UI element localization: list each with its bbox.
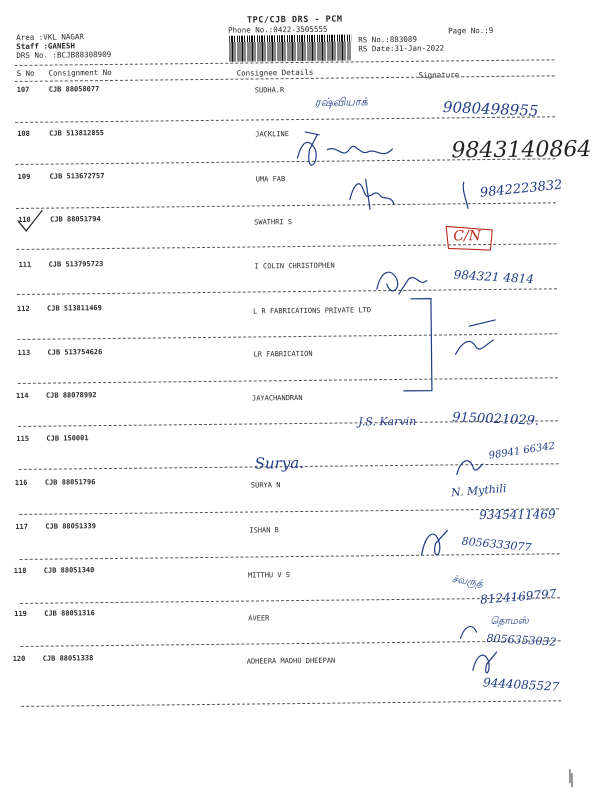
row-divider — [21, 640, 561, 647]
drs-number: DRS No. :BCJB88308909 — [16, 49, 112, 60]
column-signature: Signature — [418, 70, 460, 80]
row-sno: 118 — [13, 566, 27, 576]
page-number: Page No.:9 — [448, 25, 494, 36]
column-consignee: Consignee Details — [236, 67, 314, 78]
phone-number: Phone No.:0422-3505555 — [228, 24, 328, 35]
handwritten-name: ரஷ்வியாக் — [314, 95, 368, 109]
row-consignee: LR FABRICATION — [253, 349, 313, 359]
row-consignee: JACKLINE — [255, 130, 289, 139]
row-consignee: JAYACHANDRAN — [251, 393, 303, 403]
sheet-title: TPC/CJB DRS - PCM — [246, 14, 343, 26]
tick-mark-109 — [463, 182, 468, 208]
row-consignee: I COLIN CHRISTOPHEN — [254, 261, 335, 271]
handwritten-name: J.S. Karvin — [358, 414, 417, 429]
row-sno: 110 — [18, 215, 31, 224]
row-divider — [16, 243, 556, 250]
rs-number: RS No.:883089 — [358, 34, 417, 45]
column-sno: S No — [16, 68, 35, 78]
row-sno: 115 — [16, 434, 30, 443]
signature-113 — [455, 320, 495, 354]
row-sno: 119 — [14, 609, 27, 619]
handwritten-name: N. Mythili — [450, 481, 507, 500]
handwritten-name: Surya. — [254, 453, 305, 473]
handwritten-name: ச்வருத் — [451, 573, 484, 590]
row-consignment: CJB 513672757 — [49, 172, 105, 181]
row-sno: 117 — [15, 522, 29, 531]
row-consignment: CJB 88051340 — [43, 566, 95, 575]
handwritten-phone: 8056333077 — [461, 534, 532, 555]
row-consignee: SURYA N — [250, 481, 281, 490]
handwritten-phone: 9150021029. — [451, 410, 540, 429]
signature-116 — [457, 461, 483, 475]
column-consignment: Consignment No — [48, 67, 112, 78]
row-consignment: CJB 150001 — [46, 434, 89, 443]
row-divider — [17, 288, 557, 295]
area-label: Area :VKL NAGAR — [16, 32, 84, 42]
handwritten-phone: 9444085527 — [482, 675, 560, 694]
row-consignment: CJB 88051339 — [45, 522, 96, 531]
row-consignment: CJB 88058077 — [48, 85, 100, 94]
row-sno: 112 — [16, 304, 30, 313]
handwritten-phone: 984321 4814 — [453, 267, 535, 287]
rs-date: RS Date:31-Jan-2022 — [358, 43, 445, 54]
row-consignment: CJB 88051316 — [44, 609, 95, 618]
row-sno: 107 — [16, 85, 30, 94]
row-consignment: CJB 513795723 — [48, 260, 104, 269]
handwritten-name: தொமஸ் — [490, 615, 529, 628]
corner-mark — [570, 769, 572, 787]
row-consignment: CJB 88051338 — [42, 654, 94, 663]
row-sno: 113 — [17, 348, 31, 357]
row-divider — [20, 553, 560, 560]
row-consignee: SUDHA.R — [254, 86, 285, 95]
row-sno: 120 — [12, 654, 26, 664]
handwritten-phone: 98941 66342 — [488, 440, 556, 462]
row-consignment: CJB 88051794 — [50, 215, 101, 224]
signature-120 — [473, 652, 497, 673]
row-consignee: SWATHRI S — [254, 218, 293, 227]
row-divider — [18, 377, 558, 384]
row-consignment: CJB 513812855 — [49, 129, 105, 138]
row-consignment: CJB 88078992 — [45, 391, 97, 400]
bracket-line — [403, 299, 432, 391]
row-divider — [16, 202, 556, 209]
row-consignment: CJB 513811469 — [46, 304, 102, 313]
row-consignee: ADHEERA MADHU DHEEPAN — [246, 656, 336, 666]
handwritten-phone: 9345411469 — [479, 507, 556, 523]
handwritten-phone: 9080498955 — [442, 97, 539, 120]
row-sno: 108 — [17, 129, 30, 138]
row-sno: 111 — [18, 260, 32, 269]
handwritten-phone: 9843140864 — [451, 136, 592, 164]
row-divider — [21, 700, 561, 707]
row-consignee: ISHAN B — [249, 526, 279, 535]
row-sno: 109 — [17, 172, 31, 181]
row-divider — [17, 333, 557, 340]
row-consignee: MITTHU V S — [247, 571, 291, 580]
row-consignee: AVEER — [248, 614, 270, 623]
row-consignee: L R FABRICATIONS PRIVATE LTD — [253, 306, 372, 316]
signature-117 — [421, 530, 447, 555]
handwritten-phone: 9842223832 — [479, 177, 564, 201]
handwritten-phone: 8124169797 — [479, 586, 557, 607]
row-consignee: UMA FAB — [255, 175, 286, 184]
row-consignment: CJB 513754626 — [47, 348, 103, 357]
staff-label: Staff :GANESH — [16, 41, 76, 51]
handwritten-phone: 8056353032 — [486, 631, 557, 649]
row-sno: 114 — [15, 391, 29, 400]
barcode — [229, 34, 351, 61]
row-sno: 116 — [14, 478, 28, 487]
handwritten-cn-mark: C/N — [453, 228, 482, 245]
row-consignment: CJB 88051796 — [44, 478, 96, 487]
signature-119 — [460, 626, 476, 638]
